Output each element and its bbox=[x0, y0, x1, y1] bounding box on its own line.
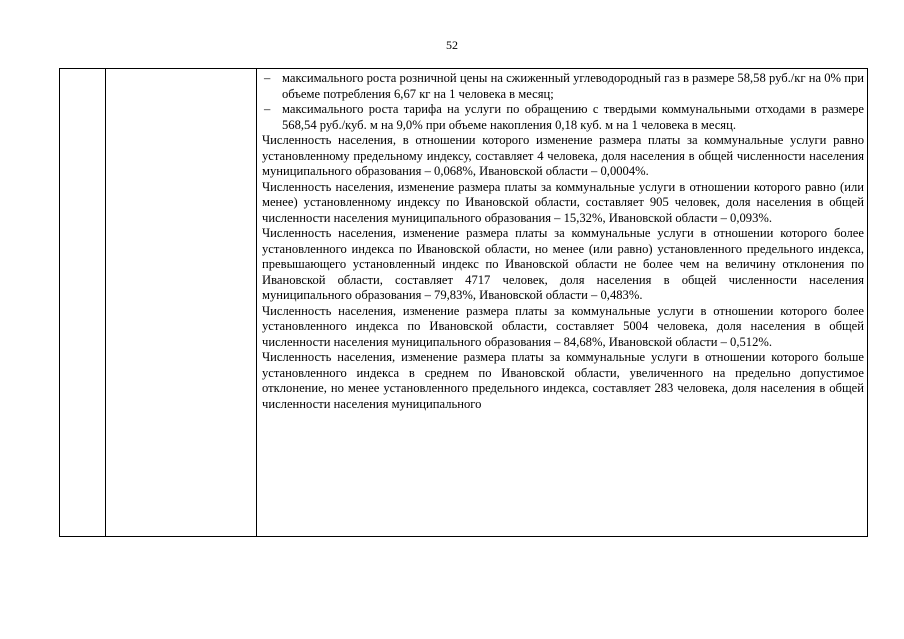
document-table bbox=[59, 68, 868, 537]
list-item bbox=[262, 102, 864, 133]
table-column-content bbox=[258, 69, 867, 536]
paragraph: Численность населения, изменение размера платы за коммунальные услуги в отношении которого больше установленного индекса в среднем по Ивановской области, увеличенного на предельно допустимое отклонение, но менее установленного предельного индекса, составляет 283 человека, доля населения в общей численности населения муниципального bbox=[262, 350, 864, 411]
list-item bbox=[262, 71, 864, 102]
bullet-dash: – bbox=[264, 102, 271, 116]
list-item-text: максимального роста розничной цены на сжиженный углеводородный газ в размере 58,58 руб./кг на 0% при объеме потребления 6,67 кг на 1 человека в месяц; bbox=[282, 71, 864, 101]
paragraph: Численность населения, изменение размера платы за коммунальные услуги в отношении которого более установленного индекса по Ивановской области, составляет 5004 человека, доля населения в общей численности населения муниципального образования – 84,68%, Ивановской области – 0,512%. bbox=[262, 303, 864, 349]
page-number: 52 bbox=[446, 38, 458, 52]
bullet-dash: – bbox=[264, 71, 271, 85]
paragraph: Численность населения, изменение размера платы за коммунальные услуги в отношении которого равно (или менее) установленному индексу по Ивановской области, составляет 905 человек, доля населения в общей численности населения муниципального образования – 15,32%, Ивановской области – 0,093%. bbox=[262, 179, 864, 225]
table-column-number bbox=[60, 69, 106, 536]
list-item-text: максимального роста тарифа на услуги по обращению с твердыми коммунальными отходами в размере 568,54 руб./куб. м на 9,0% при объеме накопления 0,18 куб. м на 1 человека в месяц. bbox=[282, 102, 864, 132]
paragraph: Численность населения, в отношении которого изменение размера платы за коммунальные услуги равно установленному предельному индексу, составляет 4 человека, доля населения в общей численности населения муниципального образования – 0,068%, Ивановской области – 0,0004%. bbox=[262, 133, 864, 178]
table-column-name bbox=[105, 69, 257, 536]
paragraph: Численность населения, изменение размера платы за коммунальные услуги в отношении которого более установленного индекса по Ивановской области, но менее (или равно) установленного предельного индекса, превышающего установленный индекс по Ивановской области не более чем на величину отклонения по Ивановской области, составляет 4717 человек, доля населения в общей численности населения муниципального образования – 79,83%, Ивановской области – 0,483%. bbox=[262, 226, 864, 302]
